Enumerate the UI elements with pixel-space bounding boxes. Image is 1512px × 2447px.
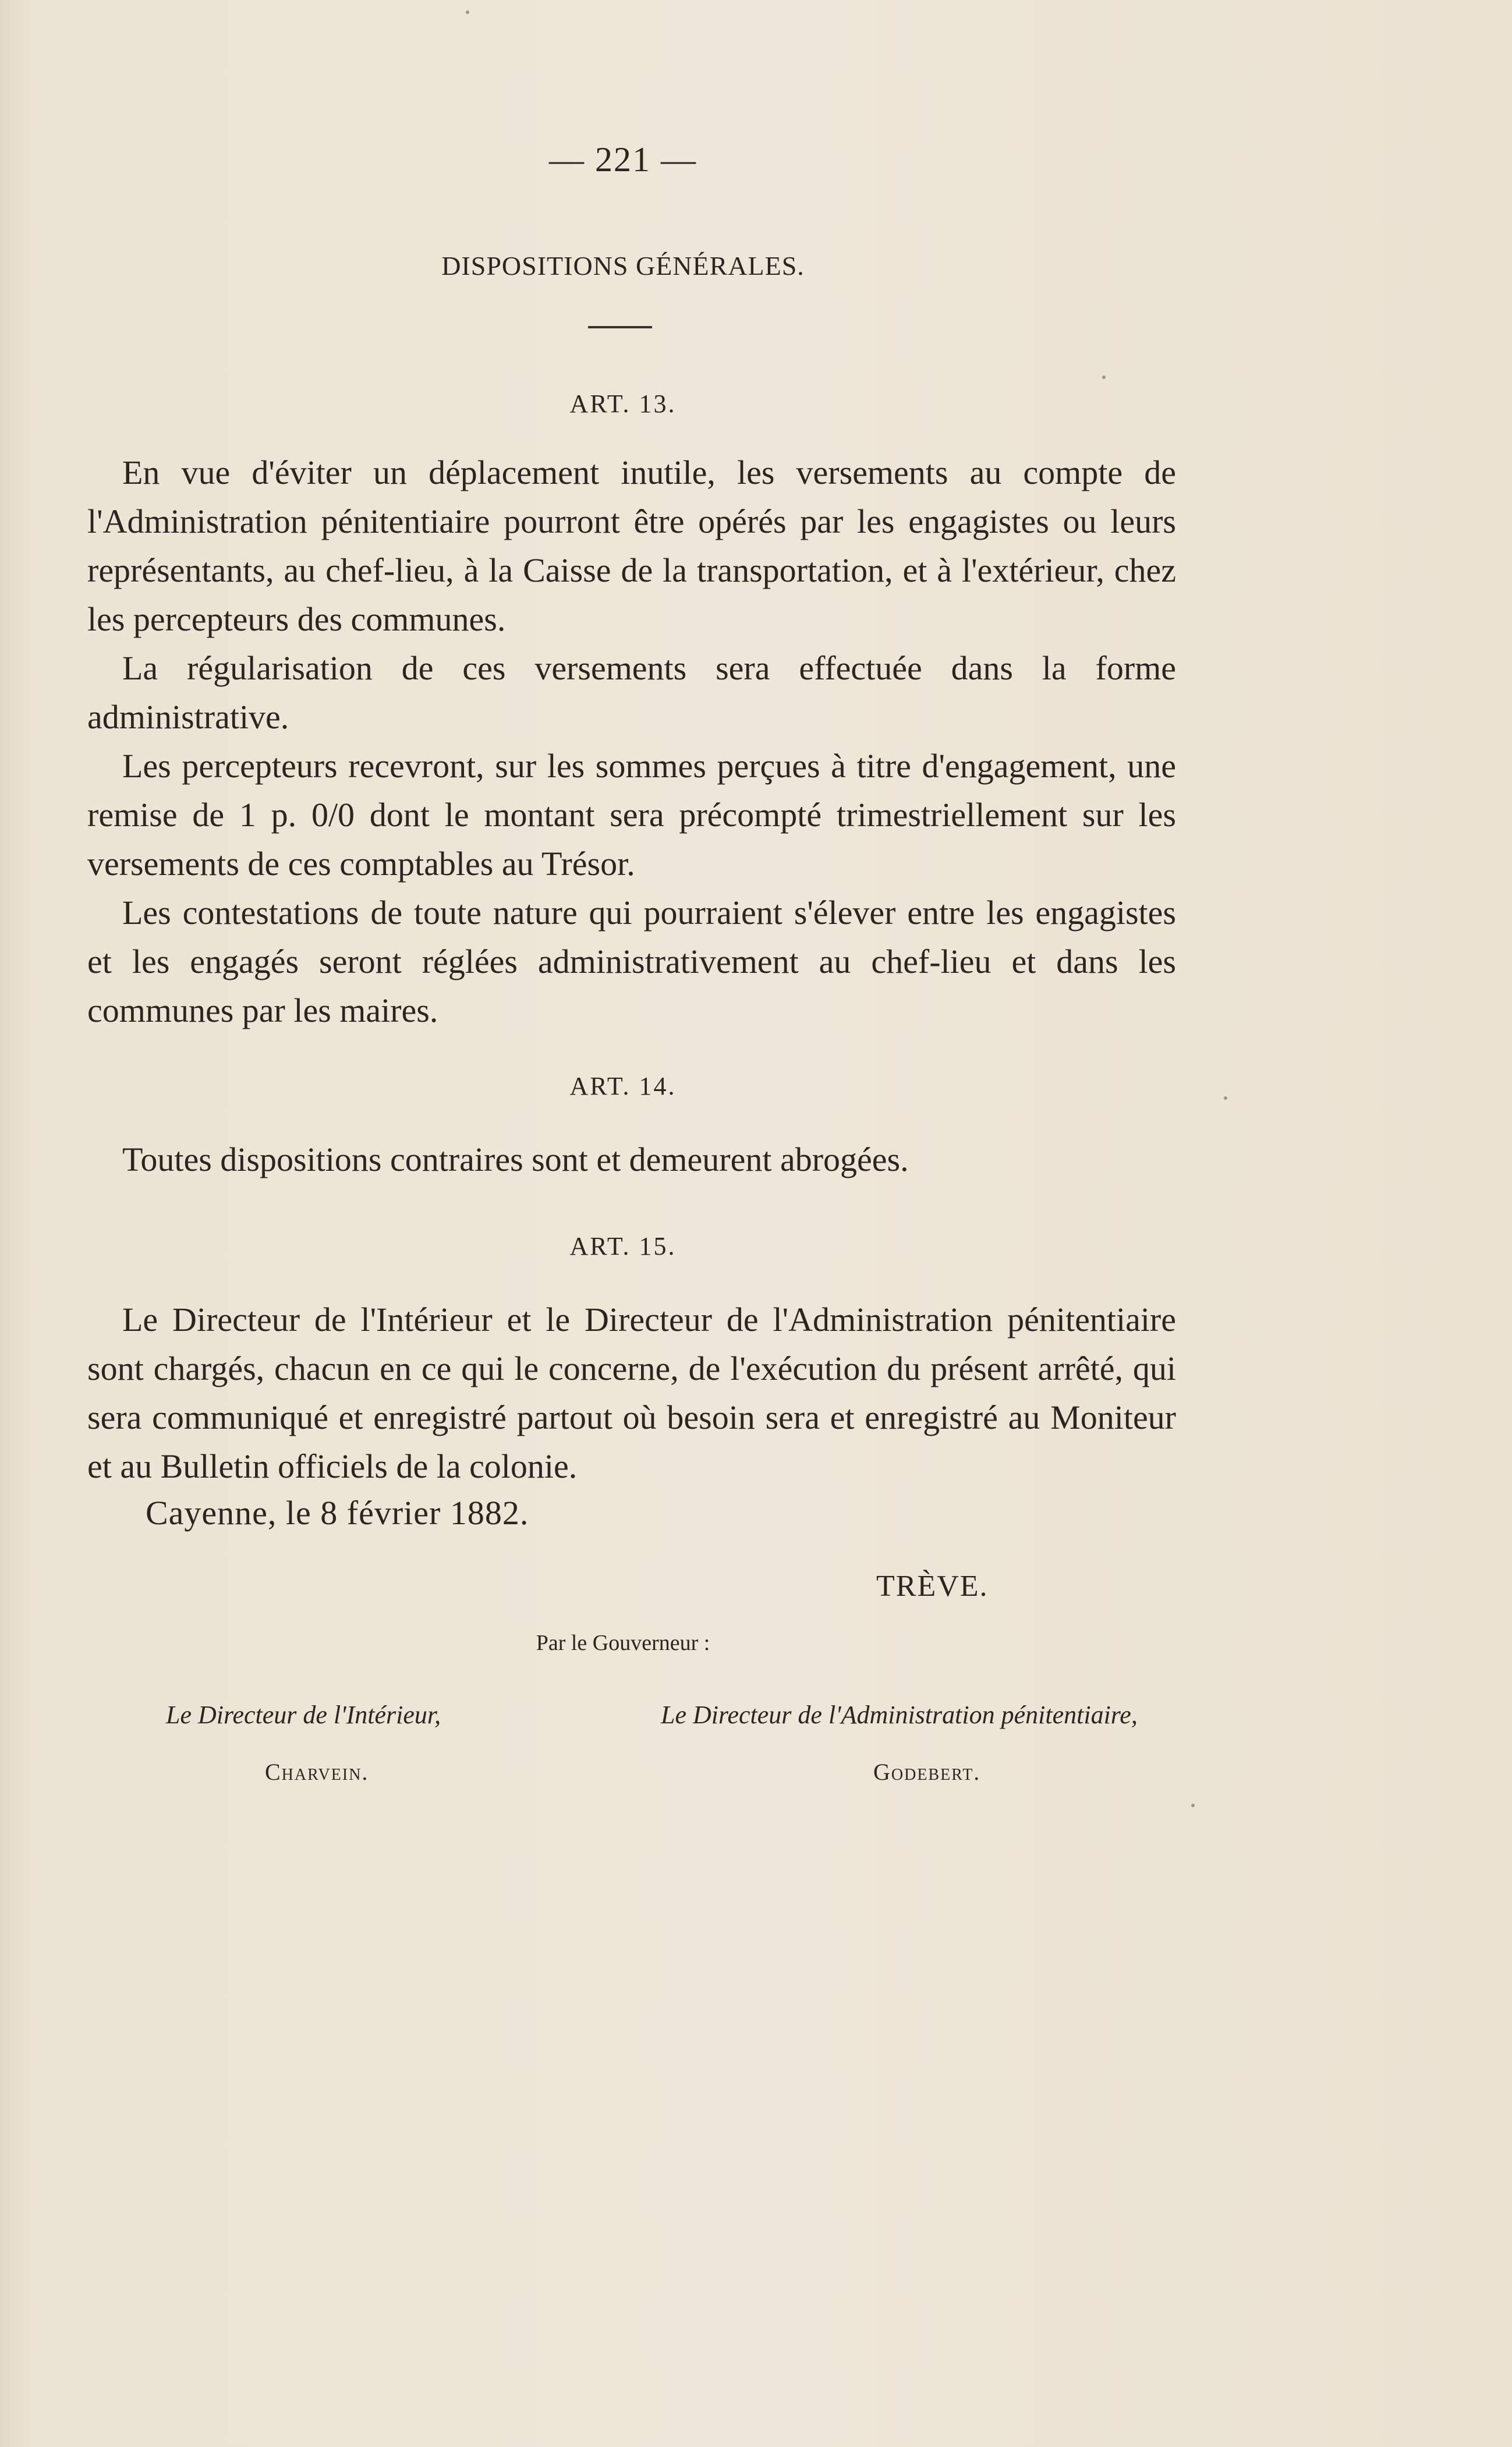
article-15-body bbox=[87, 1295, 1176, 1491]
article-15-paragraph-1: Le Directeur de l'Intérieur et le Directeur de l'Administration pénitentiaire sont chargés, chacun en ce qui le concerne, de l'exécution du présent arrêté, qui sera communiqué et enregistré partout où besoin sera et enregistré au Moniteur et au Bulletin officiels de la colonie. bbox=[87, 1301, 1176, 1485]
page-number: — 221 — bbox=[549, 140, 697, 179]
signatory-interior-name: Charvein. bbox=[265, 1759, 369, 1785]
article-15-heading: ART. 15. bbox=[569, 1232, 677, 1260]
article-13-paragraph-2: La régularisation de ces versements sera effectuée dans la forme administrative. bbox=[87, 649, 1176, 736]
governor-signature: TRÈVE. bbox=[876, 1570, 989, 1603]
paper-speck bbox=[466, 10, 469, 14]
par-le-gouverneur: Par le Gouverneur : bbox=[536, 1631, 710, 1655]
article-13-paragraph-1: En vue d'éviter un déplacement inutile, les versements au compte de l'Administration pénitentiaire pourront être opérés par les engagistes ou leurs représentants, au chef-lieu, à la Caisse de la transportation, et à l'extérieur, chez les percepteurs des communes. bbox=[87, 454, 1176, 638]
article-13-body bbox=[87, 448, 1176, 1035]
paper-speck bbox=[1191, 1804, 1195, 1807]
section-title: DISPOSITIONS GÉNÉRALES. bbox=[441, 251, 805, 281]
signatory-penitentiary-title: Le Directeur de l'Administration pénitentiaire, bbox=[661, 1701, 1138, 1729]
article-13-paragraph-3: Les percepteurs recevront, sur les sommes perçues à titre d'engagement, une remise de 1 p. 0/0 dont le montant sera précompté trimestriellement sur les versements de ces comptables au Trésor. bbox=[87, 747, 1176, 883]
article-14-heading: ART. 14. bbox=[569, 1072, 677, 1100]
article-14-paragraph-1: Toutes dispositions contraires sont et demeurent abrogées. bbox=[122, 1141, 909, 1178]
date-line: Cayenne, le 8 février 1882. bbox=[146, 1494, 529, 1532]
paper-speck bbox=[1102, 376, 1106, 379]
article-13-paragraph-4: Les contestations de toute nature qui pourraient s'élever entre les engagistes et les engagés seront réglées administrativement au chef-lieu et dans les communes par les maires. bbox=[87, 894, 1176, 1029]
signatory-interior-title: Le Directeur de l'Intérieur, bbox=[166, 1701, 441, 1729]
section-divider bbox=[588, 326, 652, 328]
article-14-body bbox=[87, 1135, 1176, 1184]
signatory-penitentiary-name: Godebert. bbox=[873, 1759, 981, 1785]
article-13-heading: ART. 13. bbox=[569, 389, 677, 418]
paper-speck bbox=[1224, 1096, 1227, 1100]
